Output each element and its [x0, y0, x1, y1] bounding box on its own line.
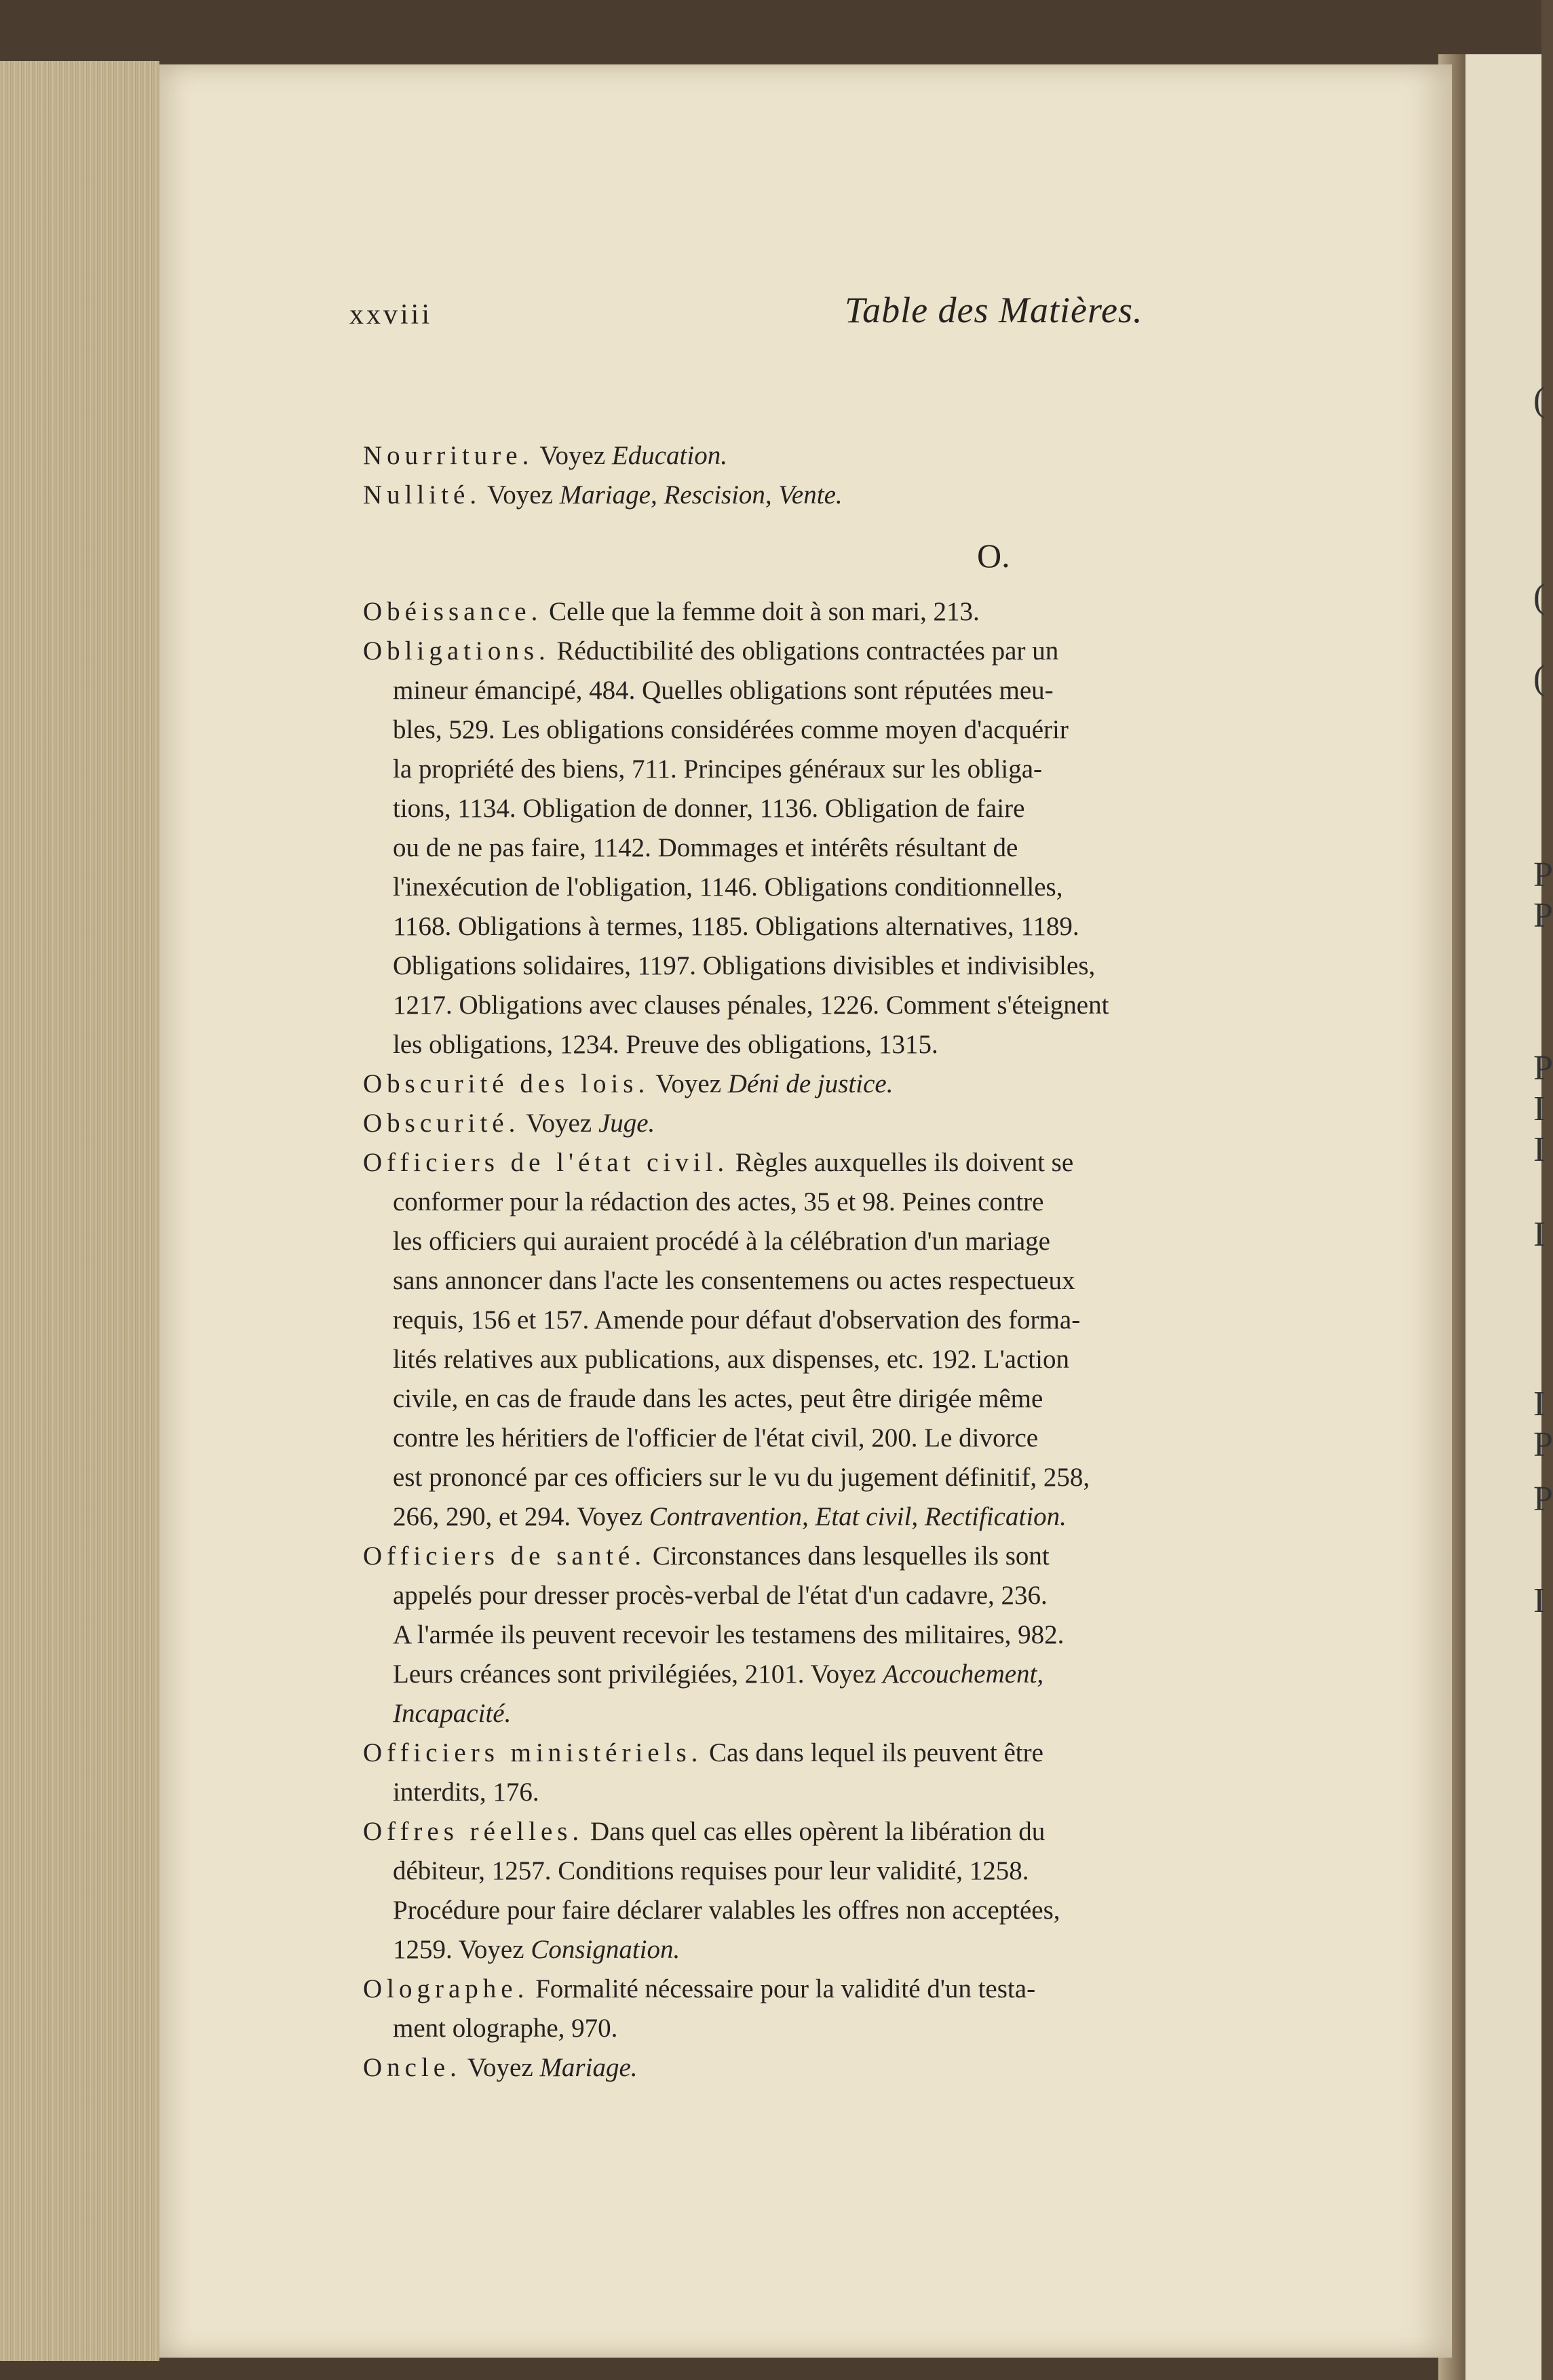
- entry-text: Voyez: [467, 2053, 533, 2082]
- entry-line: [393, 1497, 1067, 1537]
- entry-text: Dans quel cas elles opèrent la libération du: [590, 1817, 1046, 1846]
- section-letter: O.: [977, 537, 1010, 575]
- facing-page-fragment: P: [1533, 856, 1553, 894]
- entry-reference: Contravention, Etat civil, Rectification.: [649, 1502, 1067, 1531]
- entry-text: Celle que la femme doit à son mari, 213.: [549, 597, 980, 626]
- facing-page-fragment: I: [1533, 1130, 1546, 1169]
- entry-head: Officiers de santé.: [363, 1541, 647, 1571]
- entry-reference: Mariage.: [539, 2053, 638, 2082]
- entry-text: Réductibilité des obligations contractées par un: [556, 636, 1059, 666]
- entry-text: Voyez: [487, 480, 553, 510]
- entry-line: les obligations, 1234. Preuve des obligations, 1315.: [393, 1030, 938, 1059]
- entry-head: Officiers ministériels.: [363, 1738, 703, 1767]
- book-page: [159, 64, 1452, 2358]
- facing-page-fragment: P: [1533, 1049, 1553, 1088]
- entry-text: Cas dans lequel ils peuvent être: [709, 1738, 1043, 1767]
- index-entry-nourriture: [363, 436, 727, 476]
- page-number: xxviii: [349, 299, 433, 330]
- entry-line: tions, 1134. Obligation de donner, 1136. Obligation de faire: [393, 794, 1025, 823]
- index-entry-oncle: [363, 2048, 638, 2088]
- entry-head: Obscurité des lois.: [363, 1069, 650, 1098]
- entry-head: Officiers de l'état civil.: [363, 1148, 729, 1177]
- facing-page-fragment: P: [1533, 1425, 1553, 1464]
- index-entry-obscurite-des-lois: [363, 1064, 893, 1104]
- page-content: [159, 64, 1452, 2358]
- entry-text: Voyez: [655, 1069, 722, 1098]
- entry-line: interdits, 176.: [393, 1778, 539, 1807]
- entry-head: Nourriture.: [363, 441, 534, 470]
- entry-head: Nullité.: [363, 480, 482, 510]
- entry-line: bles, 529. Les obligations considérées comme moyen d'acquérir: [393, 715, 1069, 744]
- entry-reference: Mariage, Rescision, Vente.: [559, 480, 843, 510]
- entry-head: Oncle.: [363, 2053, 461, 2082]
- entry-line: sans annoncer dans l'acte les consentemens ou actes respectueux: [393, 1266, 1075, 1295]
- entry-line: conformer pour la rédaction des actes, 35 et 98. Peines contre: [393, 1187, 1044, 1216]
- facing-page-fragment: I: [1533, 1090, 1546, 1128]
- facing-page: [1459, 54, 1553, 2380]
- entry-line: ou de ne pas faire, 1142. Dommages et intérêts résultant de: [393, 833, 1018, 862]
- entry-line: civile, en cas de fraude dans les actes, peut être dirigée même: [393, 1384, 1043, 1413]
- index-entry-officiers-etat-civil: [363, 1143, 1073, 1183]
- entry-text: Règles auxquelles ils doivent se: [735, 1148, 1074, 1177]
- index-entry-officiers-ministeriels: [363, 1733, 1043, 1773]
- entry-line: ment olographe, 970.: [393, 2014, 618, 2043]
- facing-page-fragment: (: [1533, 577, 1546, 616]
- entry-text: Circonstances dans lesquelles ils sont: [652, 1541, 1050, 1571]
- facing-page-fragment: I: [1533, 1581, 1546, 1620]
- entry-line: contre les héritiers de l'officier de l'état civil, 200. Le divorce: [393, 1423, 1039, 1453]
- entry-line: l'inexécution de l'obligation, 1146. Obligations conditionnelles,: [393, 872, 1063, 902]
- entry-head: Obscurité.: [363, 1109, 520, 1138]
- entry-line: lités relatives aux publications, aux dispenses, etc. 192. L'action: [393, 1345, 1069, 1374]
- entry-reference: Consignation.: [531, 1935, 680, 1964]
- entry-text: Voyez: [526, 1109, 592, 1138]
- index-entry-olographe: [363, 1970, 1035, 2009]
- entry-reference: Incapacité.: [393, 1699, 512, 1728]
- entry-line: requis, 156 et 157. Amende pour défaut d'observation des forma-: [393, 1305, 1081, 1335]
- entry-line: appelés pour dresser procès-verbal de l'état d'un cadavre, 236.: [393, 1581, 1048, 1610]
- entry-line: 1168. Obligations à termes, 1185. Obligations alternatives, 1189.: [393, 912, 1079, 941]
- facing-page-fragment: (: [1533, 659, 1546, 697]
- index-entry-obligations: [363, 632, 1058, 671]
- facing-page-fragment: (: [1533, 381, 1546, 419]
- index-entry-nullite: [363, 476, 843, 515]
- entry-line: [393, 1655, 1043, 1694]
- entry-head: Olographe.: [363, 1974, 529, 2003]
- entry-line: la propriété des biens, 711. Principes généraux sur les obliga-: [393, 754, 1043, 784]
- entry-line: 1217. Obligations avec clauses pénales, 1226. Comment s'éteignent: [393, 991, 1109, 1020]
- entry-line: les officiers qui auraient procédé à la célébration d'un mariage: [393, 1227, 1050, 1256]
- entry-head: Obéissance.: [363, 597, 543, 626]
- entry-head: Obligations.: [363, 636, 550, 666]
- entry-line: A l'armée ils peuvent recevoir les testamens des militaires, 982.: [393, 1620, 1065, 1649]
- entry-reference: Juge.: [598, 1109, 655, 1138]
- index-entry-obscurite: [363, 1104, 655, 1143]
- entry-line: mineur émancipé, 484. Quelles obligations sont réputées meu-: [393, 676, 1054, 705]
- facing-page-fragment: I: [1533, 1385, 1546, 1423]
- entry-line: Obligations solidaires, 1197. Obligations divisibles et indivisibles,: [393, 951, 1096, 980]
- facing-page-fragment: I: [1533, 1215, 1546, 1254]
- entry-head: Offres réelles.: [363, 1817, 584, 1846]
- entry-text: 266, 290, et 294. Voyez: [393, 1502, 643, 1531]
- page-edges: [0, 61, 159, 2361]
- entry-text: Leurs créances sont privilégiées, 2101. Voyez: [393, 1659, 877, 1689]
- index-entry-officiers-de-sante: [363, 1537, 1050, 1576]
- entry-text: Voyez: [539, 441, 606, 470]
- entry-line: [393, 1930, 680, 1970]
- entry-line: débiteur, 1257. Conditions requises pour leur validité, 1258.: [393, 1856, 1029, 1885]
- page-header: [349, 290, 1299, 346]
- entry-line: Procédure pour faire déclarer valables les offres non acceptées,: [393, 1896, 1060, 1925]
- entry-text: Formalité nécessaire pour la validité d'un testa-: [535, 1974, 1036, 2003]
- facing-page-fragment: P: [1533, 1480, 1553, 1518]
- index-entry-offres-reelles: [363, 1812, 1045, 1851]
- running-title: Table des Matières.: [845, 290, 1143, 330]
- index-entry-obeissance: [363, 592, 980, 632]
- entry-line: est prononcé par ces officiers sur le vu du jugement définitif, 258,: [393, 1463, 1090, 1492]
- entry-reference: Education.: [611, 441, 727, 470]
- entry-reference: Accouchement,: [883, 1659, 1044, 1689]
- entry-reference: Déni de justice.: [727, 1069, 894, 1098]
- entry-text: 1259. Voyez: [393, 1935, 524, 1964]
- facing-page-fragment: P: [1533, 896, 1553, 935]
